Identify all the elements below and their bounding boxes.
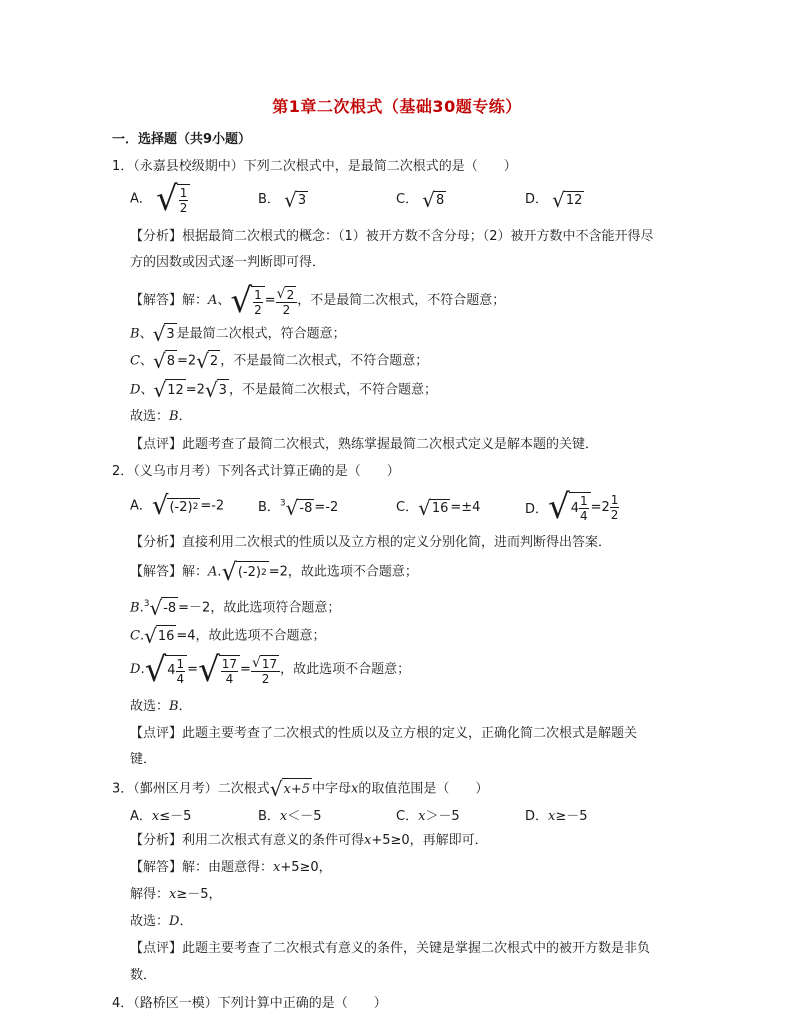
choice-prefix: 故选：: [130, 914, 170, 929]
radicand: -8: [299, 501, 313, 516]
numerator: 1: [179, 185, 188, 200]
solution-text: =2，故此选项不合题意；: [268, 564, 418, 580]
choice-end: ．: [178, 699, 192, 714]
choice-answer: D: [169, 914, 180, 929]
radicand: 16: [431, 501, 449, 516]
solution-text: ，故此选项不合题意；: [280, 662, 411, 677]
radicand: 8: [165, 350, 177, 372]
solution-prefix: 解得：: [130, 887, 170, 902]
option-letter: A: [208, 293, 218, 308]
option-label: B．: [258, 192, 280, 207]
separator: 、: [217, 293, 231, 308]
q1-solution-b: B、 √ 3 是最简二次根式，符合题意；: [130, 322, 346, 346]
solution-text: =4，故此选项不合题意；: [176, 628, 326, 644]
variable: x: [351, 781, 359, 797]
exponent: 2: [260, 568, 267, 578]
question-3-stem: 3．（鄞州区月考）二次根式 √ x+5 中字母x的取值范围是（ ）: [112, 777, 489, 801]
choice-answer: B: [169, 409, 179, 424]
q3-solution-1: [130, 858, 332, 878]
denominator: 2: [179, 200, 188, 215]
q2-solution-a: 【解答】解：A. √ (-2) 2 =2，故此选项不合题意；: [130, 558, 418, 586]
option-text: ＞－5: [425, 809, 460, 824]
radicand: x+5: [282, 778, 313, 800]
choice-end: ．: [178, 409, 192, 424]
radicand: (-2): [237, 565, 261, 580]
root-index: 3: [279, 498, 286, 509]
question-2-stem: 2．（义乌市月考）下列各式计算正确的是（ ）: [112, 464, 400, 479]
q2-comment-line-2: 键．: [130, 752, 157, 767]
stem-suffix: 的取值范围是（ ）: [358, 781, 489, 797]
q3-analysis: [130, 831, 488, 851]
radicand: 16: [156, 625, 177, 647]
q3-option-a: [130, 805, 191, 824]
q3-option-c: [396, 805, 460, 824]
option-letter: B: [130, 600, 140, 616]
section-heading: 一．选择题（共9小题）: [112, 132, 252, 147]
equals: =: [240, 662, 251, 677]
q2-option-a: A． √ (-2) 2 =-2: [130, 491, 225, 521]
question-4-stem: 4．（路桥区一模）下列计算中正确的是（ ）: [112, 996, 387, 1011]
separator: 、: [140, 382, 154, 398]
separator: 、: [139, 353, 153, 369]
solution-text: 是最简二次根式，符合题意；: [176, 326, 346, 342]
option-label: D．: [525, 809, 549, 824]
q3-solution-2: [130, 885, 222, 905]
radicand: 17: [261, 656, 278, 671]
solution-prefix: 【解答】解：: [130, 293, 209, 308]
radicand: 12: [165, 379, 186, 401]
numerator: 1: [176, 656, 185, 671]
solution-text: =－2，故此选项符合题意；: [178, 600, 341, 616]
solution-prefix: 【解答】解：由题意得：: [130, 860, 274, 875]
stem-middle: 中字母: [312, 781, 352, 797]
q3-comment-line-1: 【点评】此题主要考查了二次根式有意义的条件，关键是掌握二次根式中的被开方数是非负: [130, 941, 651, 956]
solution-prefix: 【解答】解：: [130, 564, 209, 580]
choice-answer: B: [169, 699, 179, 714]
root-index: 3: [143, 599, 150, 609]
denominator: 2: [261, 671, 270, 686]
option-label: D．: [525, 501, 549, 517]
solution-text: ，不是最简二次根式，不符合题意；: [220, 353, 429, 369]
numerator: 17: [221, 656, 238, 671]
variable: x: [151, 809, 160, 824]
denominator: 2: [282, 302, 291, 317]
numerator: 1: [610, 492, 619, 507]
option-result: =±4: [450, 500, 481, 515]
option-letter: C: [130, 628, 140, 644]
radicand: 3: [164, 323, 176, 345]
q2-option-b: B．$^3$ √ -8 =-2: [258, 495, 339, 520]
separator: .: [140, 662, 145, 677]
q1-option-b: B． √ 3: [258, 187, 307, 212]
variable: x: [273, 860, 281, 875]
option-letter: B: [130, 326, 140, 342]
numerator: 1: [579, 493, 588, 508]
q3-choice: [130, 912, 192, 932]
radicand: -8: [161, 597, 178, 619]
q2-analysis: 【分析】直接利用二次根式的性质以及立方根的定义分别化简，进而判断得出答案．: [130, 535, 612, 550]
denominator: 2: [254, 302, 262, 317]
equals-text: =2: [177, 353, 197, 369]
mixed-whole: 4: [167, 663, 176, 678]
q2-option-d: D． √ 4 $\frac{1}{4}$ =2 $\frac{1}{2}$: [525, 487, 619, 527]
solution-suffix: +5≥0，: [280, 860, 332, 875]
q2-comment-line-1: 【点评】此题主要考查了二次根式的性质以及立方根的定义，正确化简二次根式是解题关: [130, 726, 638, 741]
radicand: 12: [565, 193, 583, 208]
q2-choice: [130, 697, 192, 717]
choice-end: ．: [179, 914, 193, 929]
option-label: B．: [258, 809, 280, 824]
equals: =: [264, 293, 276, 308]
q1-option-a: A． √ $\frac{1}{2}$: [130, 182, 190, 216]
option-text: ≤－5: [159, 809, 192, 824]
q2-solution-c: C. √ 16 =4，故此选项不合题意；: [130, 624, 326, 648]
separator: 、: [139, 326, 153, 342]
q3-option-b: [258, 805, 322, 824]
exponent: 2: [192, 502, 199, 512]
option-label: A．: [130, 191, 152, 207]
q1-option-c: C． √ 8: [396, 187, 445, 212]
option-label: C．: [396, 192, 419, 207]
analysis-prefix: 【分析】利用二次根式有意义的条件可得: [130, 833, 365, 848]
q2-solution-b: B.$^3$ √ -8 =－2，故此选项符合题意；: [130, 595, 341, 620]
q1-analysis-line-1: 【分析】根据最简二次根式的概念：（1）被开方数不含分母；（2）被开方数中不含能开得尽: [130, 229, 654, 244]
mixed-whole: 4: [570, 500, 579, 516]
equals-text: =2: [590, 499, 610, 515]
q2-option-c: C． √ 16 =±4: [396, 495, 481, 520]
option-label: D．: [525, 192, 549, 207]
equals-text: =2: [185, 382, 205, 398]
radicand: 8: [435, 193, 445, 208]
option-label: C．: [396, 809, 419, 824]
analysis-suffix: +5≥0，再解即可．: [371, 833, 488, 848]
choice-prefix: 故选：: [130, 699, 170, 714]
denominator: 2: [610, 507, 619, 522]
variable: x: [169, 887, 177, 902]
option-label: B．: [258, 500, 280, 515]
page-title: 第1章二次根式（基础30题专练）: [272, 97, 522, 116]
solution-text: ，不是最简二次根式，不符合题意；: [297, 293, 506, 308]
solution-text: ，不是最简二次根式，不符合题意；: [228, 382, 437, 398]
choice-prefix: 故选：: [130, 409, 170, 424]
radicand: 3: [297, 193, 307, 208]
q1-comment: 【点评】此题考查了最简二次根式，熟练掌握最简二次根式定义是解本题的关键．: [130, 437, 599, 452]
option-result: =-2: [314, 500, 339, 515]
radicand: 2: [208, 350, 220, 372]
option-text: ＜－5: [287, 809, 322, 824]
option-label: C．: [396, 500, 419, 515]
denominator: 4: [579, 508, 588, 523]
option-text: ≥－5: [555, 809, 588, 824]
variable: x: [364, 833, 372, 848]
option-label: A．: [130, 809, 152, 824]
q1-solution-a: 【解答】解： A 、 √ $\frac{1}{2}$ = √ 2 2 ，不是最简二次根式，不符合题意；: [130, 281, 506, 321]
solution-suffix: ≥－5，: [176, 887, 222, 902]
radicand: (-2): [169, 499, 193, 515]
denominator: 4: [225, 671, 234, 686]
radicand: 2: [286, 287, 295, 302]
separator: .: [139, 600, 144, 616]
q1-option-d: D． √ 12: [525, 187, 583, 212]
variable: x: [418, 809, 426, 824]
variable: x: [279, 809, 288, 824]
question-1-stem: 1．（永嘉县校级期中）下列二次根式中，是最简二次根式的是（ ）: [112, 159, 517, 174]
radicand: 3: [217, 379, 229, 401]
q1-choice: [130, 407, 192, 427]
stem-prefix: 3．（鄞州区月考）二次根式: [112, 781, 270, 797]
option-letter: D: [130, 662, 141, 677]
q1-analysis-line-2: 方的因数或因式逐一判断即可得．: [130, 255, 326, 270]
equals: =: [187, 662, 199, 677]
q1-solution-d: D、 √ 12 =2 √ 3 ，不是最简二次根式，不符合题意；: [130, 378, 437, 402]
option-letter: C: [130, 353, 140, 369]
option-result: =-2: [200, 498, 225, 514]
q2-solution-d: D . √ 4 $\frac{1}{4}$ = √ $\frac{17}{4}$ = √ 17 2 ，故此选项不合题意；: [130, 650, 411, 690]
q1-solution-c: C、 √ 8 =2 √ 2 ，不是最简二次根式，不符合题意；: [130, 349, 429, 373]
option-label: A．: [130, 498, 152, 514]
separator: .: [217, 564, 222, 580]
denominator: 4: [176, 671, 185, 686]
variable: x: [548, 809, 556, 824]
separator: .: [139, 628, 145, 644]
option-letter: A: [208, 564, 218, 580]
option-letter: D: [130, 382, 141, 398]
q3-comment-line-2: 数．: [130, 968, 157, 983]
numerator: 1: [254, 287, 262, 302]
q3-option-d: [525, 805, 588, 824]
